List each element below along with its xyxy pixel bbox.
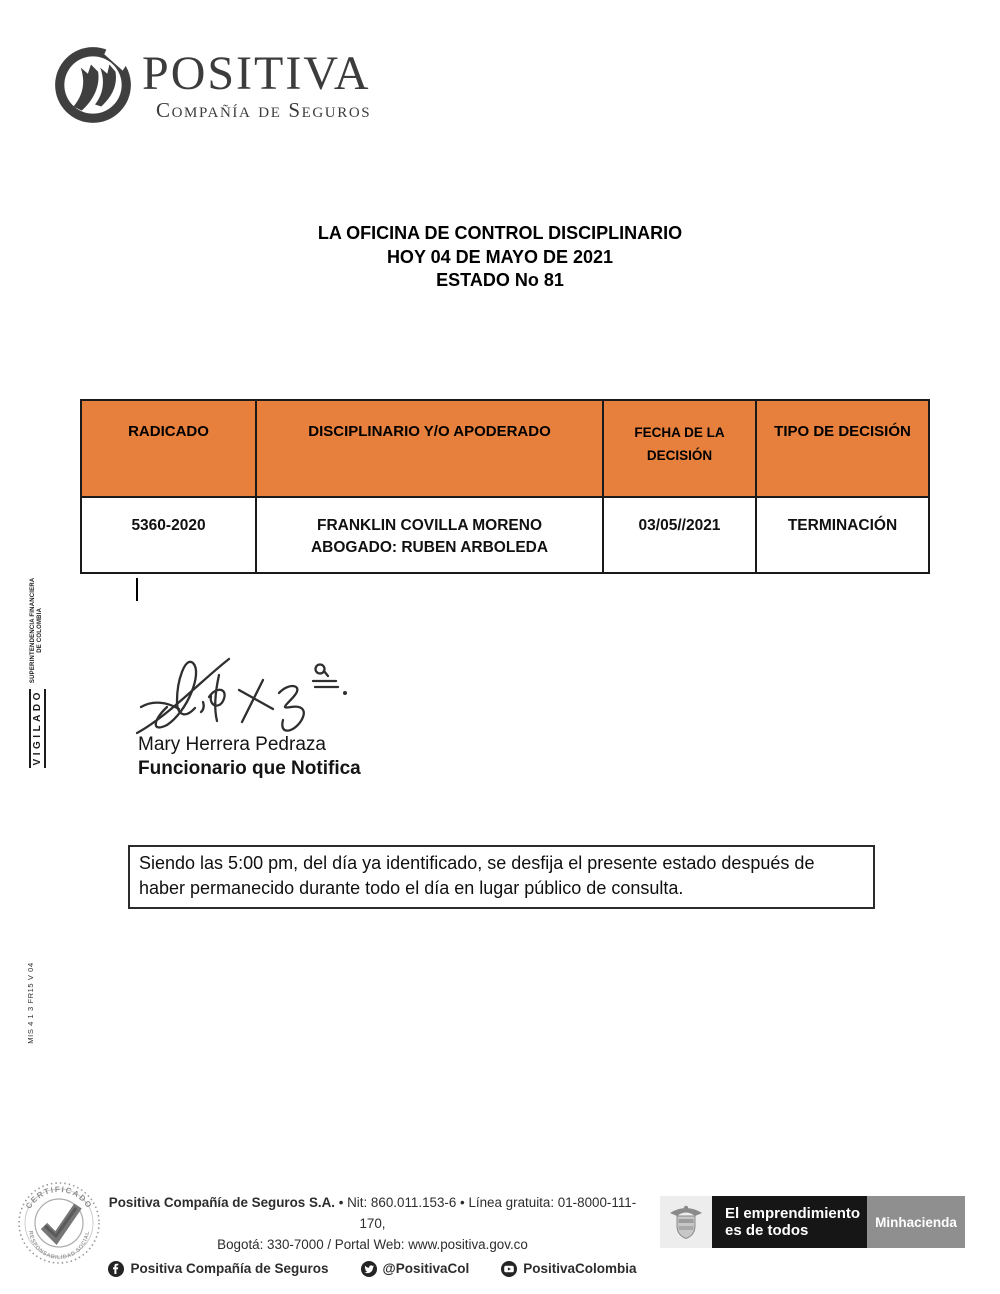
certification-seal-icon — [16, 1180, 102, 1266]
colombia-coat-of-arms — [660, 1196, 712, 1248]
table-row — [81, 497, 929, 573]
brand-subtitle: Compañía de Seguros — [156, 98, 372, 122]
gov-slogan-line1: El emprendimiento — [725, 1205, 861, 1222]
header-radicado: RADICADO — [81, 400, 256, 497]
header-fecha-decision: FECHA DE LA DECISIÓN — [603, 400, 756, 497]
disciplinario-name: FRANKLIN COVILLA MORENO — [316, 517, 543, 534]
twitter-icon — [361, 1261, 377, 1277]
positiva-logo-icon — [50, 42, 136, 128]
youtube-icon — [501, 1261, 517, 1277]
decision-table — [80, 399, 930, 574]
cell-radicado: 5360-2020 — [81, 497, 256, 573]
footer-company-name: Positiva Compañía de Seguros S.A. — [108, 1195, 335, 1210]
vigilado-label: VIGILADO — [29, 689, 46, 768]
facebook-label: Positiva Compañía de Seguros — [130, 1261, 329, 1276]
twitter-label: @PositivaCol — [382, 1261, 470, 1276]
gov-slogan — [712, 1196, 867, 1248]
svg-text:CERTIFICADO: CERTIFICADO — [23, 1184, 95, 1211]
cell-fecha-decision: 03/05//2021 — [603, 497, 756, 573]
footer-nit-line: • Nit: 860.011.153-6 • Línea gratuita: 01-8000-111-170, — [335, 1195, 637, 1231]
signatory-block — [138, 733, 361, 781]
youtube-label: PositivaColombia — [523, 1261, 637, 1276]
cell-disciplinario — [256, 497, 603, 573]
coat-of-arms-icon — [668, 1202, 704, 1242]
government-banner — [660, 1196, 965, 1248]
header-tipo-decision: TIPO DE DECISIÓN — [756, 400, 929, 497]
signatory-name: Mary Herrera Pedraza — [138, 734, 326, 755]
brand-text — [142, 47, 372, 122]
cell-tipo-decision: TERMINACIÓN — [756, 497, 929, 573]
desfijacion-notice: Siendo las 5:00 pm, del día ya identificado, se desfija el presente estado después de haber permanecido durante todo el día en lugar público de consulta. — [128, 845, 875, 909]
title-line-estado: ESTADO No 81 — [436, 270, 564, 290]
facebook-item — [108, 1258, 328, 1279]
header-disciplinario: DISCIPLINARIO Y/O APODERADO — [256, 400, 603, 497]
vigilado-mark — [22, 577, 52, 766]
brand-name: POSITIVA — [142, 47, 371, 100]
facebook-icon — [108, 1261, 124, 1277]
superintendencia-label: SUPERINTENDENCIA FINANCIERA DE COLOMBIA — [29, 577, 43, 684]
text-cursor-mark — [136, 578, 138, 601]
gov-slogan-line2: es de todos — [725, 1222, 809, 1239]
table-header-row — [81, 400, 929, 497]
document-code: MIS 4 1 3 FR15 V 04 — [26, 962, 35, 1044]
social-row — [100, 1258, 645, 1279]
svg-text:RESPONSABILIDAD SOCIAL: RESPONSABILIDAD SOCIAL — [26, 1230, 91, 1262]
footer-line1 — [100, 1192, 645, 1234]
signature-handwriting — [133, 645, 348, 740]
signatory-role: Funcionario que Notifica — [138, 758, 361, 779]
document-title — [0, 222, 1000, 293]
footer-line2: Bogotá: 330-7000 / Portal Web: www.positiva.gov.co — [217, 1237, 528, 1252]
title-line-office: LA OFICINA DE CONTROL DISCIPLINARIO — [317, 223, 683, 243]
footer-contact — [100, 1192, 645, 1279]
brand-header — [50, 42, 371, 128]
youtube-item — [501, 1258, 636, 1279]
minhacienda-label: Minhacienda — [867, 1196, 965, 1248]
title-line-date: HOY 04 DE MAYO DE 2021 — [386, 246, 614, 267]
twitter-item — [361, 1258, 470, 1279]
disciplinario-abogado: ABOGADO: RUBEN ARBOLEDA — [310, 539, 549, 556]
